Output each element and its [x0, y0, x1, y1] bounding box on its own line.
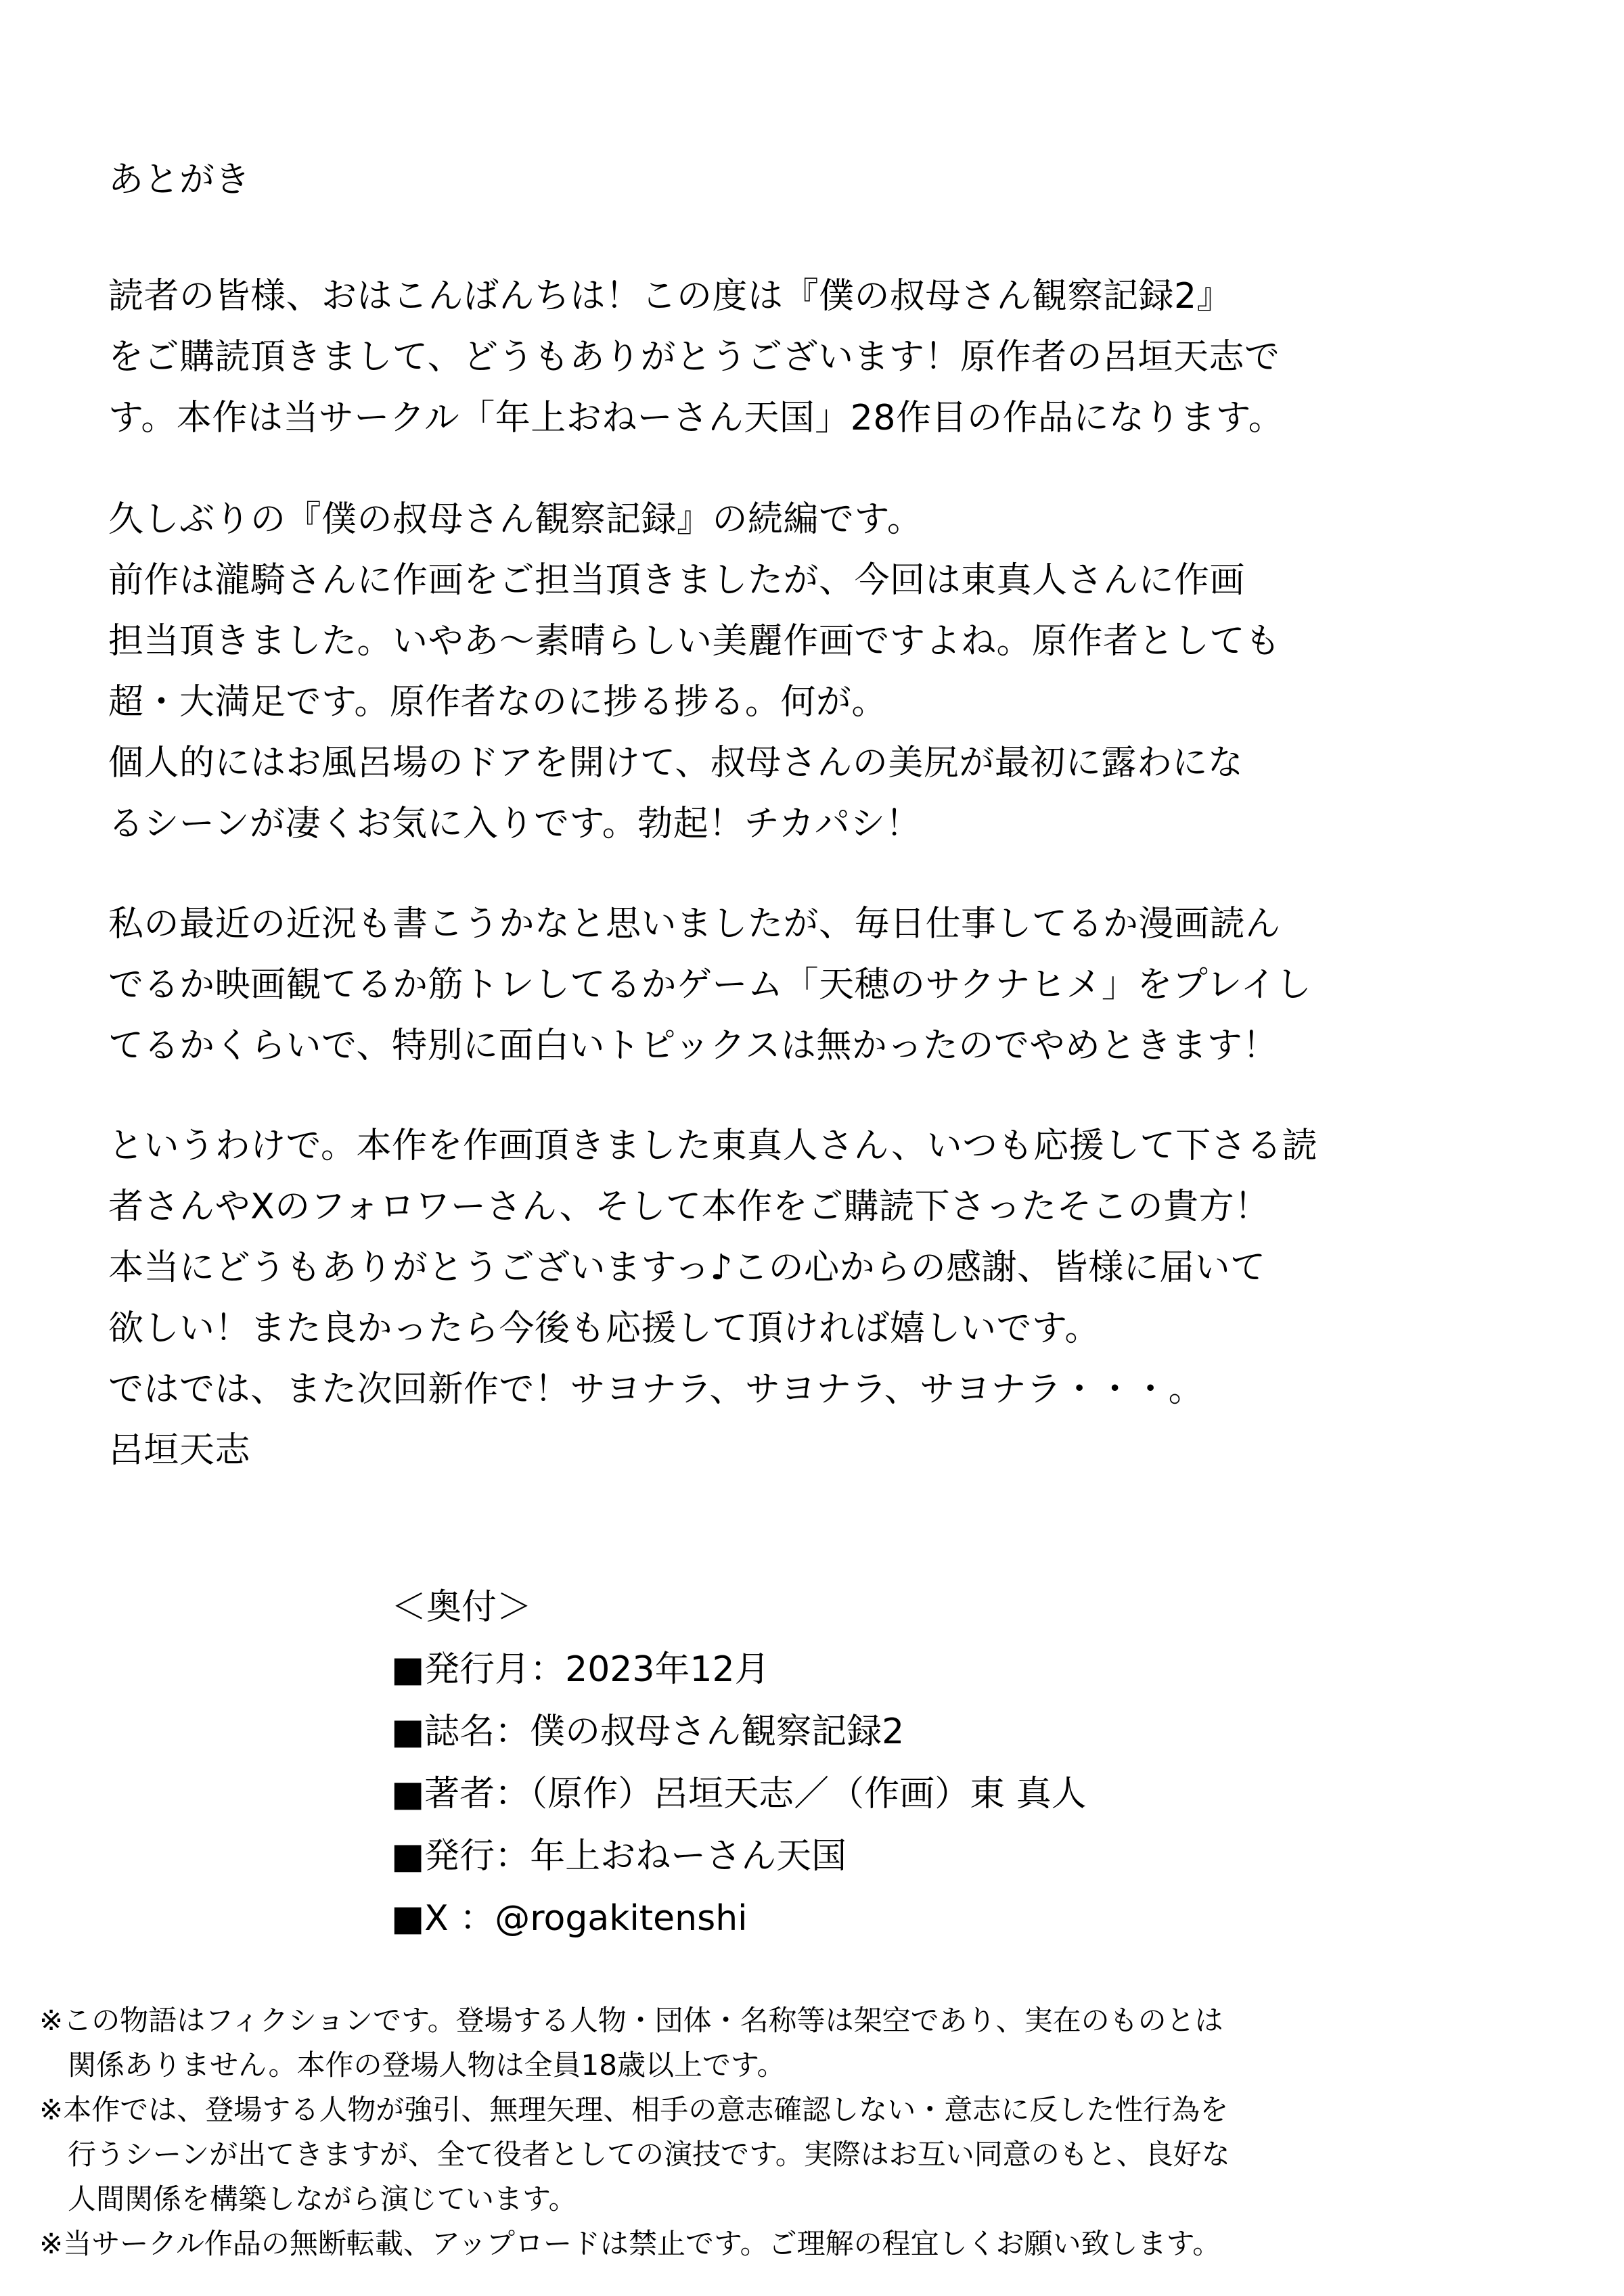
afterword-line: 個人的にはお風呂場のドアを開けて、叔母さんの美尻が最初に露わにな [108, 743, 1244, 783]
colophon-row: ■発行：年上おねーさん天国 [391, 1836, 847, 1877]
afterword-line: るシーンが凄くお気に入りです。勃起！チカパシ！ [108, 804, 922, 844]
afterword-line: てるかくらいで、特別に面白いトピックスは無かったのでやめときます！ [108, 1026, 1278, 1066]
afterword-line: 本当にどうもありがとうございますっ♪この心からの感謝、皆様に届いて [108, 1247, 1266, 1288]
disclaimer-note: 人間関係を構築しながら演じています。 [68, 2182, 577, 2215]
colophon-row: ■著者：（原作）呂垣天志／（作画）東 真人 [391, 1774, 1087, 1814]
afterword-line: 超・大満足です。原作者なのに捗る捗る。何が。 [108, 682, 887, 722]
afterword-line: 欲しい！また良かったら今後も応援して頂ければ嬉しいです。 [108, 1308, 1100, 1349]
afterword-line: 担当頂きました。いやあ～素晴らしい美麗作画ですよね。原作者としても [108, 621, 1281, 662]
afterword-line: というわけで。本作を作画頂きました東真人さん、いつも応援して下さる読 [108, 1126, 1318, 1166]
disclaimer-note: ※この物語はフィクションです。登場する人物・団体・名称等は架空であり、実在のものとは [39, 2004, 1223, 2037]
afterword-signature: 呂垣天志 [108, 1430, 251, 1471]
colophon-heading: ＜奥付＞ [391, 1587, 533, 1628]
afterword-line: 者さんやXのフォロワーさん、そして本作をご購読下さったそこの貴方！ [108, 1187, 1270, 1227]
disclaimer-note: 行うシーンが出てきますが、全て役者としての演技です。実際はお互い同意のもと、良好な [68, 2138, 1230, 2171]
colophon-row: ■誌名：僕の叔母さん観察記録2 [391, 1712, 905, 1752]
afterword-line: ではでは、また次回新作で！サヨナラ、サヨナラ、サヨナラ・・・。 [108, 1369, 1204, 1410]
disclaimer-note: 関係ありません。本作の登場人物は全員18歳以上です。 [68, 2048, 786, 2082]
disclaimer-note: ※当サークル作品の無断転載、アップロードは禁止です。ご理解の程宜しくお願い致します。 [39, 2227, 1221, 2260]
afterword-line: 久しぶりの『僕の叔母さん観察記録』の続編です。 [108, 499, 923, 540]
colophon-row: ■発行月：2023年12月 [391, 1649, 770, 1690]
afterword-line: す。本作は当サークル「年上おねーさん天国」28作目の作品になります。 [108, 398, 1284, 438]
disclaimer-note: ※本作では、登場する人物が強引、無理矢理、相手の意志確認しない・意志に反した性行為を [39, 2093, 1229, 2126]
afterword-line: 私の最近の近況も書こうかなと思いましたが、毎日仕事してるか漫画読ん [108, 904, 1281, 944]
afterword-line: 読者の皆様、おはこんばんちは！この度は『僕の叔母さん観察記録2』 [108, 276, 1233, 317]
colophon-row: ■X ：@rogakitenshi [391, 1898, 748, 1939]
afterword-line: 前作は瀧騎さんに作画をご担当頂きましたが、今回は東真人さんに作画 [108, 560, 1246, 601]
afterword-title: あとがき [108, 160, 251, 200]
afterword-line: でるか映画観てるか筋トレしてるかゲーム「天穂のサクナヒメ」をプレイし [108, 965, 1312, 1005]
afterword-line: をご購読頂きまして、どうもありがとうございます！原作者の呂垣天志で [108, 337, 1280, 377]
